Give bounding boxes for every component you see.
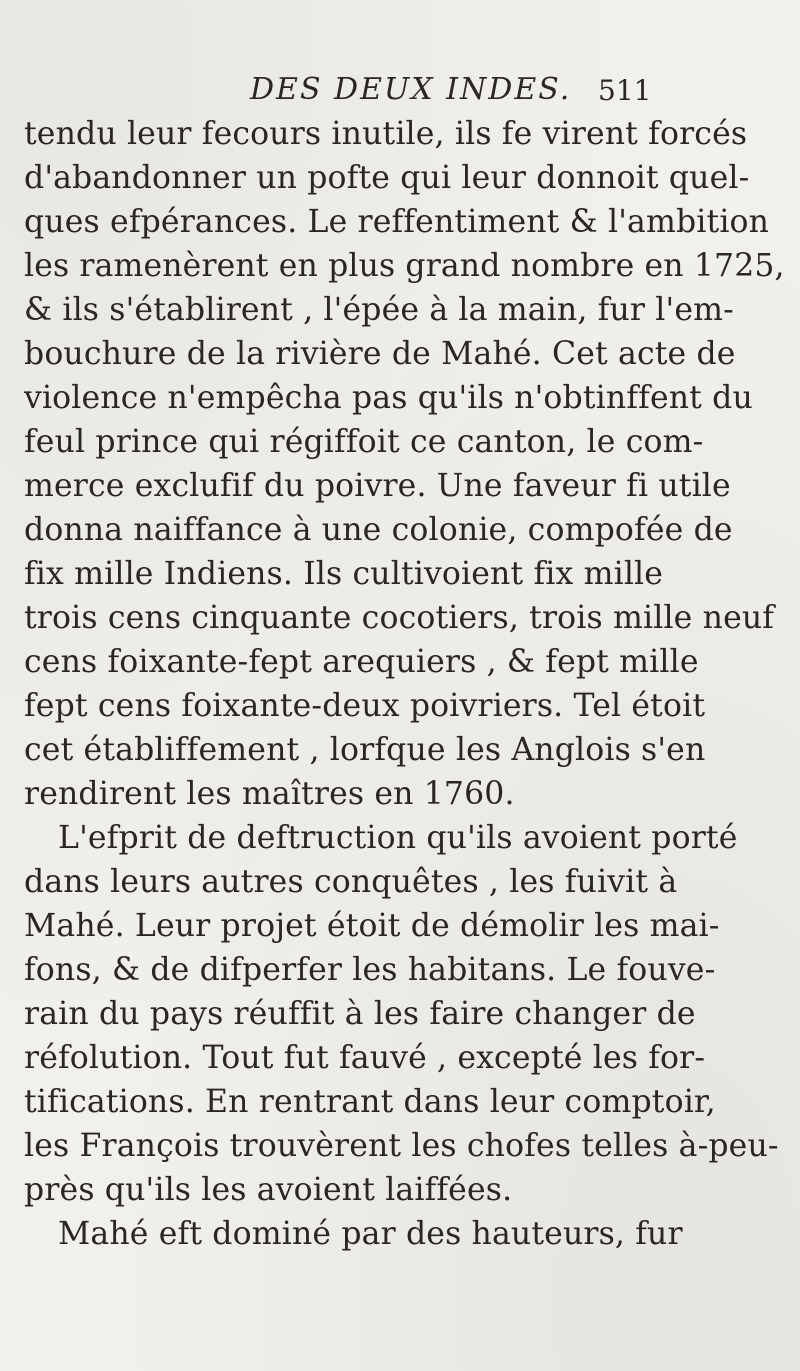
text-line: fons, & de difperfer les habitans. Le fouve- bbox=[24, 952, 716, 988]
text-line: tendu leur fecours inutile, ils fe virent forcés bbox=[24, 116, 748, 152]
running-title: DES DEUX INDES. bbox=[250, 72, 572, 107]
text-line: fix mille Indiens. Ils cultivoient fix mille bbox=[24, 556, 664, 592]
text-line: les ramenèrent en plus grand nombre en 1725, bbox=[24, 248, 785, 284]
text-line: rendirent les maîtres en 1760. bbox=[24, 776, 515, 812]
text-line: réfolution. Tout fut fauvé , excepté les for- bbox=[24, 1040, 706, 1076]
text-line: cet établiffement , lorfque les Anglois s'en bbox=[24, 732, 706, 768]
text-line: feul prince qui régiffoit ce canton, le com- bbox=[24, 424, 704, 460]
running-head bbox=[0, 72, 800, 112]
text-line: violence n'empêcha pas qu'ils n'obtinffent du bbox=[24, 380, 753, 416]
text-line: ques efpérances. Le reffentiment & l'ambition bbox=[24, 204, 770, 240]
text-line: d'abandonner un pofte qui leur donnoit quel- bbox=[24, 160, 750, 196]
page-number: 511 bbox=[598, 74, 652, 107]
text-line: Mahé. Leur projet étoit de démolir les mai- bbox=[24, 908, 720, 944]
text-line: & ils s'établirent , l'épée à la main, fur l'em- bbox=[24, 292, 734, 328]
text-line: dans leurs autres conquêtes , les fuivit à bbox=[24, 864, 678, 900]
text-line: rain du pays réuffit à les faire changer de bbox=[24, 996, 696, 1032]
text-line: merce exclufif du poivre. Une faveur fi utile bbox=[24, 468, 731, 504]
text-line: trois cens cinquante cocotiers, trois mille neuf bbox=[24, 600, 775, 636]
text-line: bouchure de la rivière de Mahé. Cet acte de bbox=[24, 336, 736, 372]
text-line: donna naiffance à une colonie, compofée de bbox=[24, 512, 733, 548]
text-line: tifications. En rentrant dans leur comptoir, bbox=[24, 1084, 716, 1120]
text-line: cens foixante-fept arequiers , & fept mille bbox=[24, 644, 699, 680]
text-line: Mahé eft dominé par des hauteurs, fur bbox=[58, 1216, 683, 1252]
text-line: les François trouvèrent les chofes telles à-peu- bbox=[24, 1128, 779, 1164]
text-line: près qu'ils les avoient laiffées. bbox=[24, 1172, 513, 1208]
text-line: L'efprit de deftruction qu'ils avoient porté bbox=[58, 820, 738, 856]
text-line: fept cens foixante-deux poivriers. Tel étoit bbox=[24, 688, 706, 724]
